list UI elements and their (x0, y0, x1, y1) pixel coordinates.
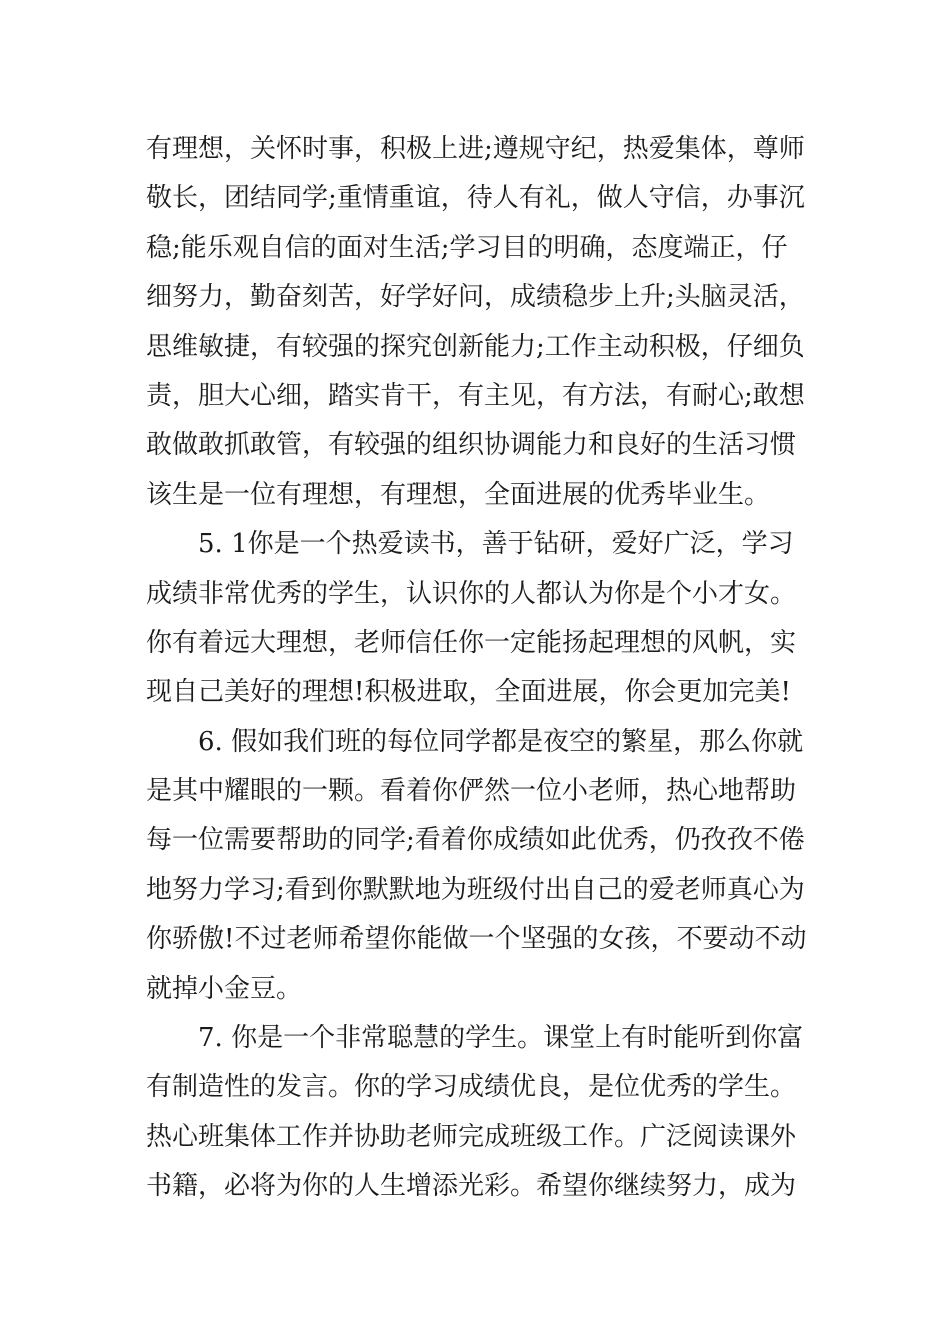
text-line: 5. 1你是一个热爱读书，善于钻研，爱好广泛，学习 (198, 529, 794, 560)
text-line: 该生是一位有理想，有理想，全面进展的优秀毕业生。 (146, 479, 771, 510)
text-line: 思维敏捷，有较强的探究创新能力;工作主动积极，仔细负 (146, 331, 805, 362)
text-line: 有理想，关怀时事，积极上进;遵规守纪，热爱集体，尊师 (146, 134, 805, 164)
text-line: 稳;能乐观自信的面对生活;学习目的明确，态度端正，仔 (146, 232, 788, 263)
text-line: 敢做敢抓敢管，有较强的组织协调能力和良好的生活习惯 (146, 430, 797, 461)
text-line: 每一位需要帮助的同学;看着你成绩如此优秀，仍孜孜不倦 (146, 825, 805, 856)
text-line: 7. 你是一个非常聪慧的学生。课堂上有时能听到你富 (198, 1023, 804, 1054)
text-line: 是其中耀眼的一颗。看着你俨然一位小老师，热心地帮助 (146, 776, 797, 807)
text-line: 现自己美好的理想!积极进取，全面进展，你会更加完美! (146, 677, 791, 708)
text-line: 书籍，必将为你的人生增添光彩。希望你继续努力，成为 (146, 1171, 797, 1202)
document-body (146, 125, 811, 1212)
text-line: 6. 假如我们班的每位同学都是夜空的繁星，那么你就 (198, 726, 804, 757)
text-line: 地努力学习;看到你默默地为班级付出自己的爱老师真心为 (146, 874, 805, 905)
text-line: 责，胆大心细，踏实肯干，有主见，有方法，有耐心;敢想 (146, 380, 805, 411)
text-line: 就掉小金豆。 (146, 973, 303, 1004)
text-line: 你骄傲!不过老师希望你能做一个坚强的女孩，不要动不动 (146, 924, 807, 955)
text-line: 你有着远大理想，老师信任你一定能扬起理想的风帆，实 (146, 627, 797, 658)
text-line: 细努力，勤奋刻苦，好学好问，成绩稳步上升;头脑灵活， (146, 282, 805, 313)
text-line: 有制造性的发言。你的学习成绩优良，是位优秀的学生。 (146, 1072, 797, 1103)
text-line: 成绩非常优秀的学生，认识你的人都认为你是个小才女。 (146, 578, 797, 609)
text-line: 热心班集体工作并协助老师完成班级工作。广泛阅读课外 (146, 1121, 797, 1152)
text-line: 敬长，团结同学;重情重谊，待人有礼，做人守信，办事沉 (146, 183, 805, 214)
